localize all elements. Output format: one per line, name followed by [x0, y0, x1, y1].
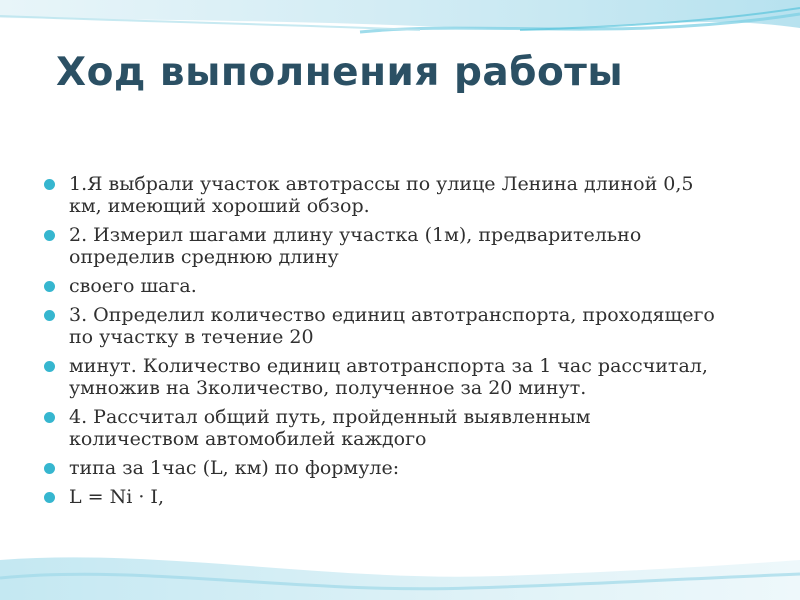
bullet-dot-icon [44, 463, 55, 474]
bullet-text: 3. Определил количество единиц автотранспорта, проходящего по участку в течение 20 [69, 304, 715, 348]
list-item [44, 486, 724, 508]
bullet-text: своего шага. [69, 275, 197, 297]
list-item [44, 304, 724, 348]
list-item [44, 173, 724, 217]
bullet-text: минут. Количество единиц автотранспорта за 1 час рассчитал, умножив на 3количество, полученное за 20 минут. [69, 355, 708, 399]
list-item [44, 224, 724, 268]
list-item [44, 457, 724, 479]
bullet-dot-icon [44, 492, 55, 503]
top-wave-band [0, 0, 800, 29]
list-item [44, 406, 724, 450]
bullet-list [44, 173, 724, 515]
list-item [44, 275, 724, 297]
bullet-text: L = Ni · I, [69, 486, 164, 508]
bullet-dot-icon [44, 310, 55, 321]
bullet-text: 2. Измерил шагами длину участка (1м), предварительно определив среднюю длину [69, 224, 642, 268]
bullet-text: 4. Рассчитал общий путь, пройденный выявленным количеством автомобилей каждого [69, 406, 591, 450]
bullet-text: типа за 1час (L, км) по формуле: [69, 457, 400, 479]
bullet-dot-icon [44, 361, 55, 372]
bullet-dot-icon [44, 412, 55, 423]
slide-title: Ход выполнения работы [56, 50, 624, 95]
bullet-dot-icon [44, 281, 55, 292]
bullet-dot-icon [44, 230, 55, 241]
list-item [44, 355, 724, 399]
bullet-text: 1.Я выбрали участок автотрассы по улице Ленина длиной 0,5 км, имеющий хороший обзор. [69, 173, 694, 217]
bullet-dot-icon [44, 179, 55, 190]
